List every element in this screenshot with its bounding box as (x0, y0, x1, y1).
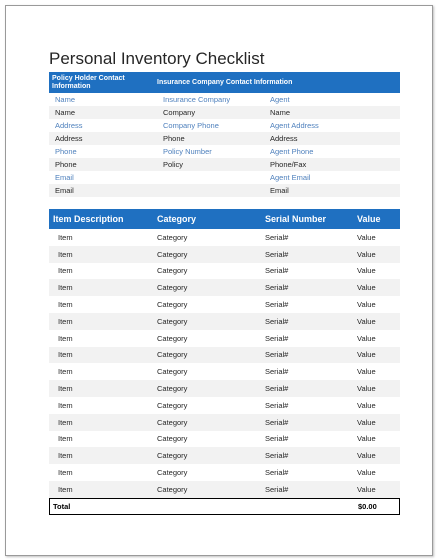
value-cell[interactable]: Value (357, 468, 376, 478)
contact-field-value[interactable]: Name (270, 108, 291, 117)
item-cell[interactable]: Item (58, 300, 73, 310)
category-cell[interactable]: Category (157, 283, 188, 293)
value-cell[interactable]: Value (357, 434, 376, 444)
item-cell[interactable]: Item (58, 451, 73, 461)
contact-field-label: Agent Email (270, 173, 311, 182)
serial-cell[interactable]: Serial# (265, 350, 289, 360)
document-page (5, 5, 433, 556)
table-row (49, 380, 400, 397)
category-cell[interactable]: Category (157, 484, 188, 494)
contact-value-row (49, 184, 400, 197)
contact-field-label: Company Phone (163, 121, 219, 130)
table-row (49, 363, 400, 380)
contact-field-value[interactable]: Address (270, 134, 298, 143)
value-cell[interactable]: Value (357, 266, 376, 276)
category-cell[interactable]: Category (157, 300, 188, 310)
contact-rows (49, 93, 400, 197)
header-value: Value (357, 214, 381, 224)
page-title: Personal Inventory Checklist (49, 49, 265, 68)
table-row (49, 431, 400, 448)
item-cell[interactable]: Item (58, 384, 73, 394)
serial-cell[interactable]: Serial# (265, 400, 289, 410)
total-value: $0.00 (358, 501, 377, 511)
item-cell[interactable]: Item (58, 333, 73, 343)
contact-header-row (49, 72, 400, 93)
value-cell[interactable]: Value (357, 283, 376, 293)
contact-info-table (49, 72, 400, 197)
category-cell[interactable]: Category (157, 451, 188, 461)
total-label: Total (53, 501, 71, 511)
table-row (49, 447, 400, 464)
contact-field-value[interactable]: Phone/Fax (270, 160, 307, 169)
value-cell[interactable]: Value (357, 451, 376, 461)
table-row (49, 296, 400, 313)
item-cell[interactable]: Item (58, 417, 73, 427)
serial-cell[interactable]: Serial# (265, 434, 289, 444)
serial-cell[interactable]: Serial# (265, 484, 289, 494)
value-cell[interactable]: Value (357, 316, 376, 326)
serial-cell[interactable]: Serial# (265, 384, 289, 394)
category-cell[interactable]: Category (157, 232, 188, 242)
inventory-rows (49, 229, 400, 498)
contact-field-label: Policy Number (163, 147, 212, 156)
contact-label-row (49, 119, 400, 132)
table-row (49, 229, 400, 246)
value-cell[interactable]: Value (357, 367, 376, 377)
item-cell[interactable]: Item (58, 249, 73, 259)
contact-field-label: Insurance Company (163, 95, 231, 104)
serial-cell[interactable]: Serial# (265, 451, 289, 461)
contact-value-row (49, 158, 400, 171)
category-cell[interactable]: Category (157, 384, 188, 394)
serial-cell[interactable]: Serial# (265, 249, 289, 259)
item-cell[interactable]: Item (58, 484, 73, 494)
serial-cell[interactable]: Serial# (265, 333, 289, 343)
value-cell[interactable]: Value (357, 350, 376, 360)
category-cell[interactable]: Category (157, 367, 188, 377)
contact-field-value[interactable]: Phone (163, 134, 185, 143)
table-row (49, 347, 400, 364)
item-cell[interactable]: Item (58, 350, 73, 360)
serial-cell[interactable]: Serial# (265, 417, 289, 427)
table-row (49, 313, 400, 330)
serial-cell[interactable]: Serial# (265, 300, 289, 310)
value-cell[interactable]: Value (357, 333, 376, 343)
table-row (49, 330, 400, 347)
category-cell[interactable]: Category (157, 350, 188, 360)
contact-field-value[interactable]: Policy (163, 160, 184, 169)
contact-label-row (49, 145, 400, 158)
policy-holder-header: Policy Holder Contact Information (52, 74, 125, 90)
contact-field-value[interactable]: Phone (55, 160, 77, 169)
value-cell[interactable]: Value (357, 232, 376, 242)
item-cell[interactable]: Item (58, 316, 73, 326)
category-cell[interactable]: Category (157, 434, 188, 444)
table-row (49, 397, 400, 414)
category-cell[interactable]: Category (157, 249, 188, 259)
contact-field-label: Email (55, 173, 74, 182)
table-row (49, 246, 400, 263)
inventory-header-row (49, 209, 400, 229)
contact-label-row (49, 93, 400, 106)
value-cell[interactable]: Value (357, 300, 376, 310)
item-cell[interactable]: Item (58, 468, 73, 478)
item-cell[interactable]: Item (58, 434, 73, 444)
value-cell[interactable]: Value (357, 417, 376, 427)
header-serial-number: Serial Number (265, 214, 327, 224)
contact-field-value[interactable]: Email (270, 186, 289, 195)
serial-cell[interactable]: Serial# (265, 468, 289, 478)
value-cell[interactable]: Value (357, 249, 376, 259)
serial-cell[interactable]: Serial# (265, 316, 289, 326)
header-item-description: Item Description (53, 214, 124, 224)
item-cell[interactable]: Item (58, 367, 73, 377)
contact-field-value[interactable]: Name (55, 108, 76, 117)
contact-field-label: Phone (55, 147, 77, 156)
category-cell[interactable]: Category (157, 333, 188, 343)
category-cell[interactable]: Category (157, 316, 188, 326)
contact-field-value[interactable]: Email (55, 186, 74, 195)
category-cell[interactable]: Category (157, 266, 188, 276)
item-cell[interactable]: Item (58, 283, 73, 293)
contact-field-label: Name (55, 95, 76, 104)
contact-field-label: Agent Phone (270, 147, 314, 156)
table-row (49, 263, 400, 280)
category-cell[interactable]: Category (157, 468, 188, 478)
serial-cell[interactable]: Serial# (265, 232, 289, 242)
inventory-table (49, 209, 400, 515)
serial-cell[interactable]: Serial# (265, 266, 289, 276)
value-cell[interactable]: Value (357, 484, 376, 494)
contact-field-label: Agent Address (270, 121, 319, 130)
table-row (49, 464, 400, 481)
contact-field-label: Address (55, 121, 83, 130)
table-row (49, 414, 400, 431)
table-row (49, 279, 400, 296)
category-cell[interactable]: Category (157, 417, 188, 427)
contact-field-label: Agent (270, 95, 290, 104)
item-cell[interactable]: Item (58, 266, 73, 276)
item-cell[interactable]: Item (58, 232, 73, 242)
value-cell[interactable]: Value (357, 400, 376, 410)
total-row (49, 498, 400, 515)
insurance-company-header: Insurance Company Contact Information (157, 79, 293, 86)
category-cell[interactable]: Category (157, 400, 188, 410)
contact-field-value[interactable]: Company (163, 108, 196, 117)
contact-field-value[interactable]: Address (55, 134, 83, 143)
contact-label-row (49, 171, 400, 184)
value-cell[interactable]: Value (357, 384, 376, 394)
contact-value-row (49, 106, 400, 119)
contact-value-row (49, 132, 400, 145)
serial-cell[interactable]: Serial# (265, 367, 289, 377)
serial-cell[interactable]: Serial# (265, 283, 289, 293)
table-row (49, 481, 400, 498)
item-cell[interactable]: Item (58, 400, 73, 410)
header-category: Category (157, 214, 197, 224)
